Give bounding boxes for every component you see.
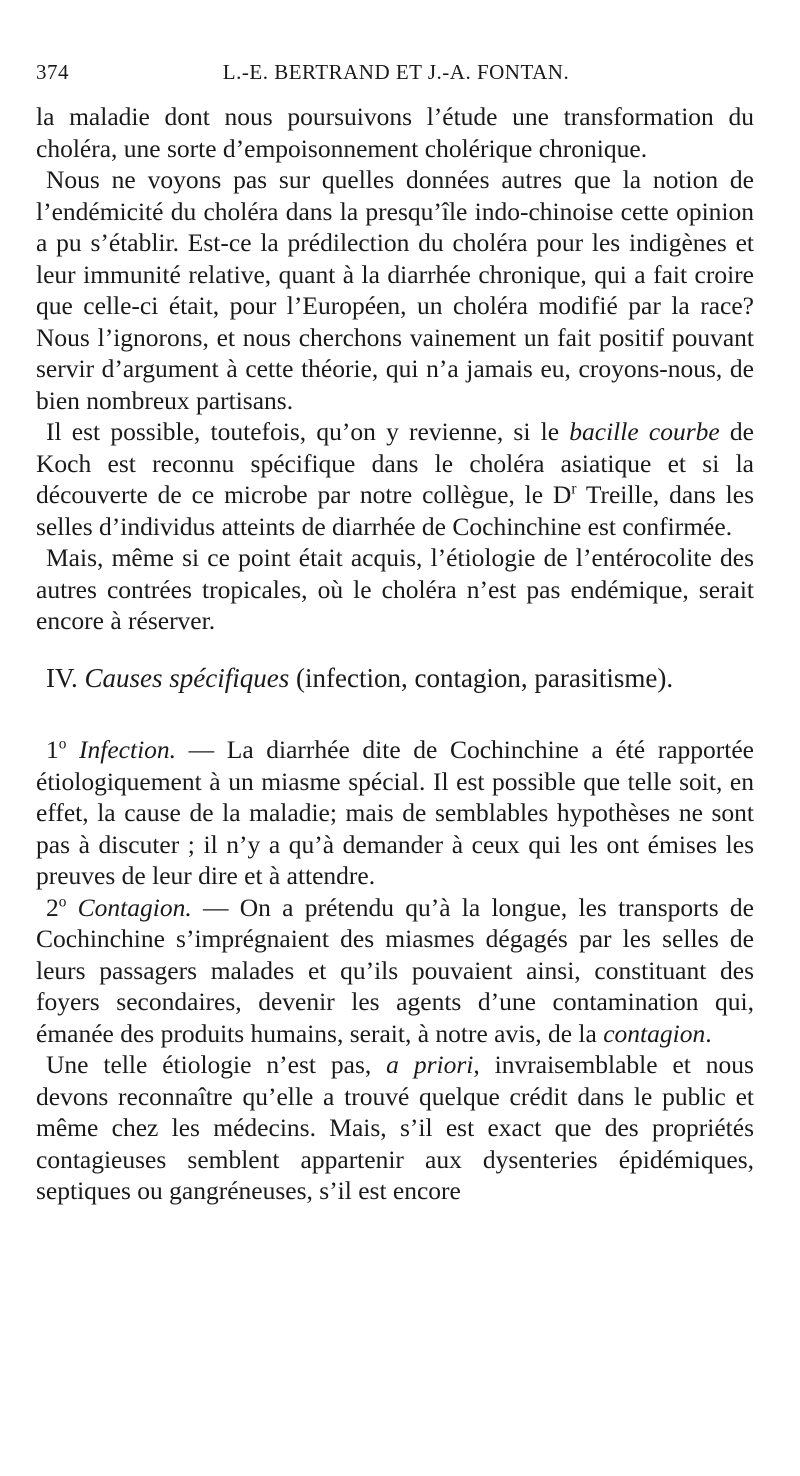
running-title-authors: L.-E. BERTRAND ET J.-A. FONTAN.: [222, 60, 570, 84]
doctor-abbrev-superscript: r: [571, 480, 577, 498]
item-number-2: 2: [46, 892, 59, 922]
item-number-1: 1: [46, 735, 59, 764]
bacille-courbe-term: bacille courbe: [569, 417, 720, 446]
item-number-2-ordinal: o: [58, 893, 67, 910]
a-priori-term: a priori: [386, 1050, 474, 1079]
paragraph-1: la maladie dont nous poursuivons l’étude une transformation du choléra, une sorte d’empoisonnement cholérique chronique.: [36, 102, 754, 163]
paragraph-3-text-c: de Koch est reconnu spécifique dans le choléra asiatique et si la découverte de ce microbe par notre collègue, le D: [36, 417, 754, 509]
paragraph-3: [36, 416, 754, 542]
section-heading: [36, 663, 754, 695]
page-number: 374: [36, 60, 69, 84]
paragraph-7: [36, 1049, 754, 1207]
section-subtitle: (infection, contagion, parasitisme).: [289, 662, 674, 693]
section-number: IV.: [46, 662, 85, 693]
paragraph-7-text-c: , invraisemblable et nous devons reconnaître qu’elle a trouvé quelque crédit dans le public et même chez les médecins. Mais, s’il est exact que des propriétés contagieuses semblent appartenir aux dysenteries épidémiques, septiques ou gangréneuses, s’il est encore: [36, 1050, 754, 1205]
infection-term: Infection.: [66, 735, 177, 764]
paragraph-infection: [36, 734, 754, 892]
section-title: Causes spécifiques: [84, 662, 290, 693]
paragraph-7-text-a: Une telle étiologie n’est pas,: [46, 1050, 387, 1079]
infection-text: — La diarrhée dite de Cochinchine a été rapportée étiologiquement à un miasme spécial. Il est possible que telle soit, en effet, la cause de la maladie; mais de semblables hypothèses ne sont pas à discuter ; il n’y a qu’à demander à ceux qui les ont émises les preuves de leur dire et à attendre.: [36, 735, 754, 890]
item-number-1-ordinal: o: [58, 735, 67, 753]
paragraph-3-text-a: Il est possible, toutefois, qu’on y revienne, si le: [46, 417, 570, 446]
contagion-term: Contagion.: [66, 892, 192, 922]
paragraph-2: Nous ne voyons pas sur quelles données autres que la notion de l’endémicité du choléra dans la presqu’île indo-chinoise cette opinion a pu s’établir. Est-ce la prédilection du choléra pour les indigènes et leur immunité relative, quant à la diarrhée chronique, qui a fait croire que celle-ci était, pour l’Européen, un choléra modifié par la race? Nous l’ignorons, et nous cherchons vainement un fait positif pouvant servir d’argument à cette théorie, qui n’a jamais eu, croyons-nous, de bien nombreux partisans.: [36, 165, 754, 415]
contagion-end: .: [705, 1018, 712, 1048]
paragraph-contagion: [36, 892, 754, 1050]
paragraph-3-text-e: Treille, dans les selles d’individus atteints de diarrhée de Cochinchine est confirmée.: [36, 480, 754, 541]
paragraph-4: Mais, même si ce point était acquis, l’étiologie de l’entérocolite des autres contrées tropicales, où le choléra n’est pas endémique, serait encore à réserver.: [36, 543, 754, 635]
contagion-text: — On a prétendu qu’à la longue, les transports de Cochinchine s’imprégnaient des miasmes dégagés par les selles de leurs passagers malades et qu’ils pouvaient ainsi, constituant des foyers secondaires, devenir les agents d’une contamination qui, émanée des produits humains, serait, à notre avis, de la: [36, 892, 754, 1048]
body-text: [36, 101, 754, 1207]
contagion-term-2: contagion: [603, 1018, 706, 1048]
